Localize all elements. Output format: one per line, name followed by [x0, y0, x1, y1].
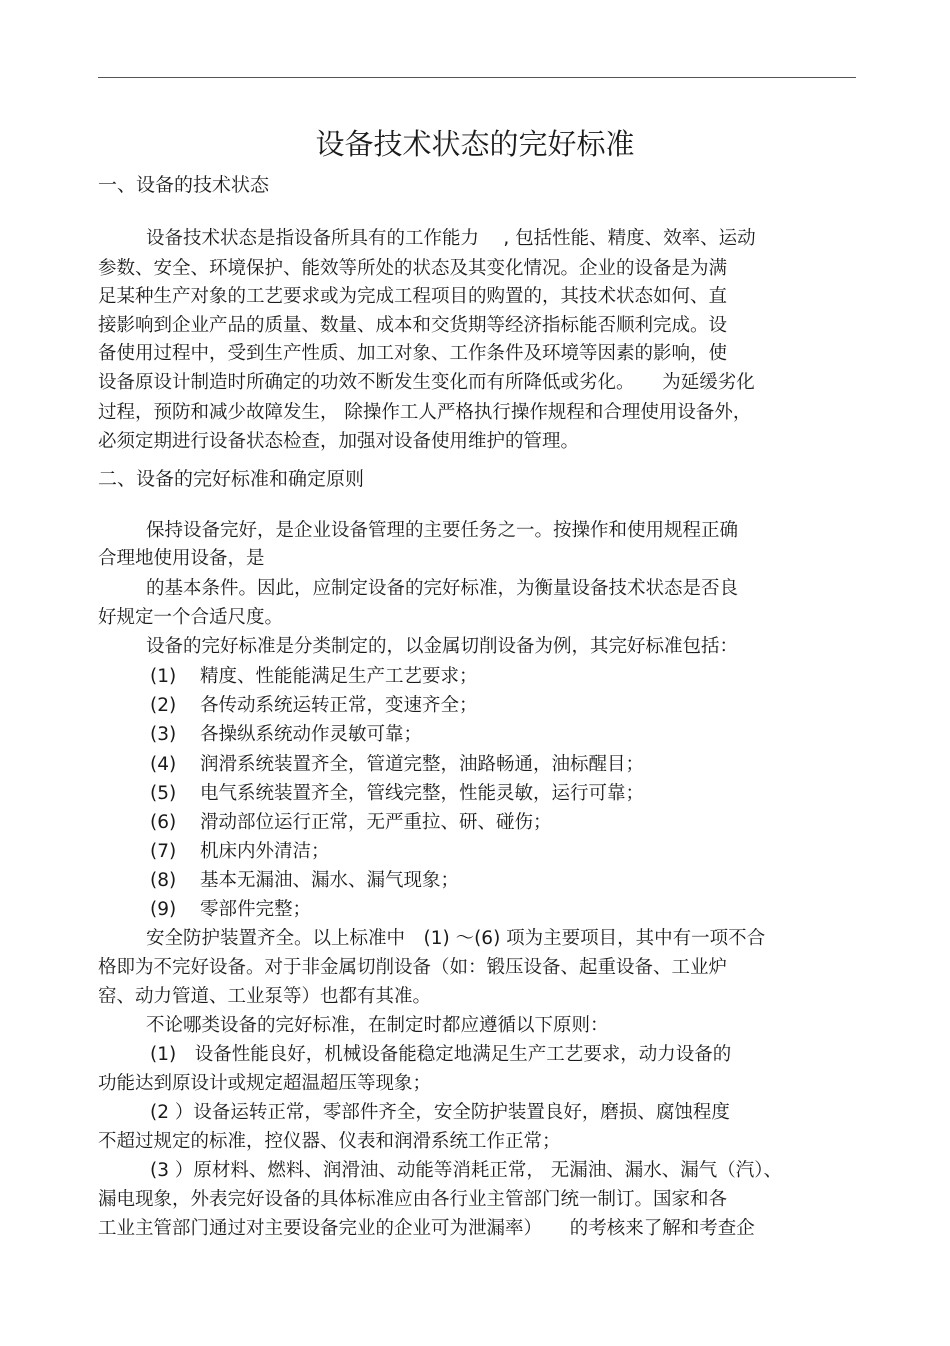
item-number: (7) [150, 841, 177, 862]
document-title: 设备技术状态的完好标准 [315, 127, 635, 161]
text-line: 不论哪类设备的完好标准，在制定时都应遵循以下原则： [146, 1015, 609, 1036]
text-line: 安全防护装置齐全。以上标准中 (1) ～(6) 项为主要项目，其中有一项不合 [146, 928, 766, 949]
text-line: 接影响到企业产品的质量、数量、成本和交货期等经济指标能否顺利完成。设 [98, 315, 728, 336]
text-line: 格即为不完好设备。对于非金属切削设备（如：锻压设备、起重设备、工业炉 [98, 957, 728, 978]
text-line: 足某种生产对象的工艺要求或为完成工程项目的购置的，其技术状态如何、直 [98, 286, 728, 307]
text-line: 参数、安全、环境保护、能效等所处的状态及其变化情况。企业的设备是为满 [98, 258, 728, 279]
text-line: 必须定期进行设备状态检查，加强对设备使用维护的管理。 [98, 431, 580, 452]
item-text: 精度、性能能满足生产工艺要求； [200, 666, 478, 687]
text-line: 设备的完好标准是分类制定的，以金属切削设备为例，其完好标准包括： [146, 636, 739, 657]
text-line: 保持设备完好，是企业设备管理的主要任务之一。按操作和使用规程正确 [146, 520, 739, 541]
section-2-heading: 二、设备的完好标准和确定原则 [98, 468, 365, 490]
item-text: 滑动部位运行正常，无严重拉、研、碰伤； [200, 812, 552, 833]
item-number: (5) [150, 783, 177, 804]
text-line: 漏电现象，外表完好设备的具体标准应由各行业主管部门统一制订。国家和各 [98, 1189, 728, 1210]
item-text: 各操纵系统动作灵敏可靠； [200, 724, 423, 745]
text-line: 好规定一个合适尺度。 [98, 607, 284, 628]
section-1-heading: 一、设备的技术状态 [98, 174, 270, 196]
item-number: (6) [150, 812, 177, 833]
text-line: (2 ）设备运转正常，零部件齐全，安全防护装置良好，磨损、腐蚀程度 [150, 1102, 730, 1123]
item-number: (4) [150, 754, 177, 775]
text-line: 功能达到原设计或规定超温超压等现象； [98, 1073, 432, 1094]
text-line: 的基本条件。因此，应制定设备的完好标准，为衡量设备技术状态是否良 [146, 578, 739, 599]
item-number: (1) [150, 666, 177, 687]
item-number: (2) [150, 695, 177, 716]
header-rule [98, 77, 856, 78]
text-line: 过程，预防和减少故障发生， 除操作工人严格执行操作规程和合理使用设备外， [98, 402, 752, 423]
text-line: 备使用过程中，受到生产性质、加工对象、工作条件及环境等因素的影响，使 [98, 343, 728, 364]
text-line: 不超过规定的标准，控仪器、仪表和润滑系统工作正常； [98, 1131, 561, 1152]
item-text: 润滑系统装置齐全，管道完整，油路畅通，油标醒目； [200, 754, 645, 775]
text-line: 设备技术状态是指设备所具有的工作能力 , 包括性能、精度、效率、运动 [146, 228, 756, 249]
item-text: 各传动系统运转正常，变速齐全； [200, 695, 478, 716]
item-text: 电气系统装置齐全，管线完整，性能灵敏，运行可靠； [200, 783, 645, 804]
item-text: 基本无漏油、漏水、漏气现象； [200, 870, 460, 891]
text-line: 合理地使用设备，是 [98, 548, 265, 569]
text-line: (1) 设备性能良好，机械设备能稳定地满足生产工艺要求，动力设备的 [150, 1044, 732, 1065]
item-number: (3) [150, 724, 177, 745]
text-line: (3 ）原材料、燃料、润滑油、动能等消耗正常， 无漏油、漏水、漏气（汽）、 [150, 1160, 783, 1181]
item-text: 零部件完整； [200, 899, 312, 920]
text-line: 工业主管部门通过对主要设备完业的企业可为泄漏率） 的考核来了解和考查企 [98, 1218, 755, 1239]
item-number: (9) [150, 899, 177, 920]
text-line: 设备原设计制造时所确定的功效不断发生变化而有所降低或劣化。 为延缓劣化 [98, 372, 755, 393]
item-text: 机床内外清洁； [200, 841, 330, 862]
item-number: (8) [150, 870, 177, 891]
text-line: 窑、动力管道、工业泵等）也都有其准。 [98, 986, 432, 1007]
